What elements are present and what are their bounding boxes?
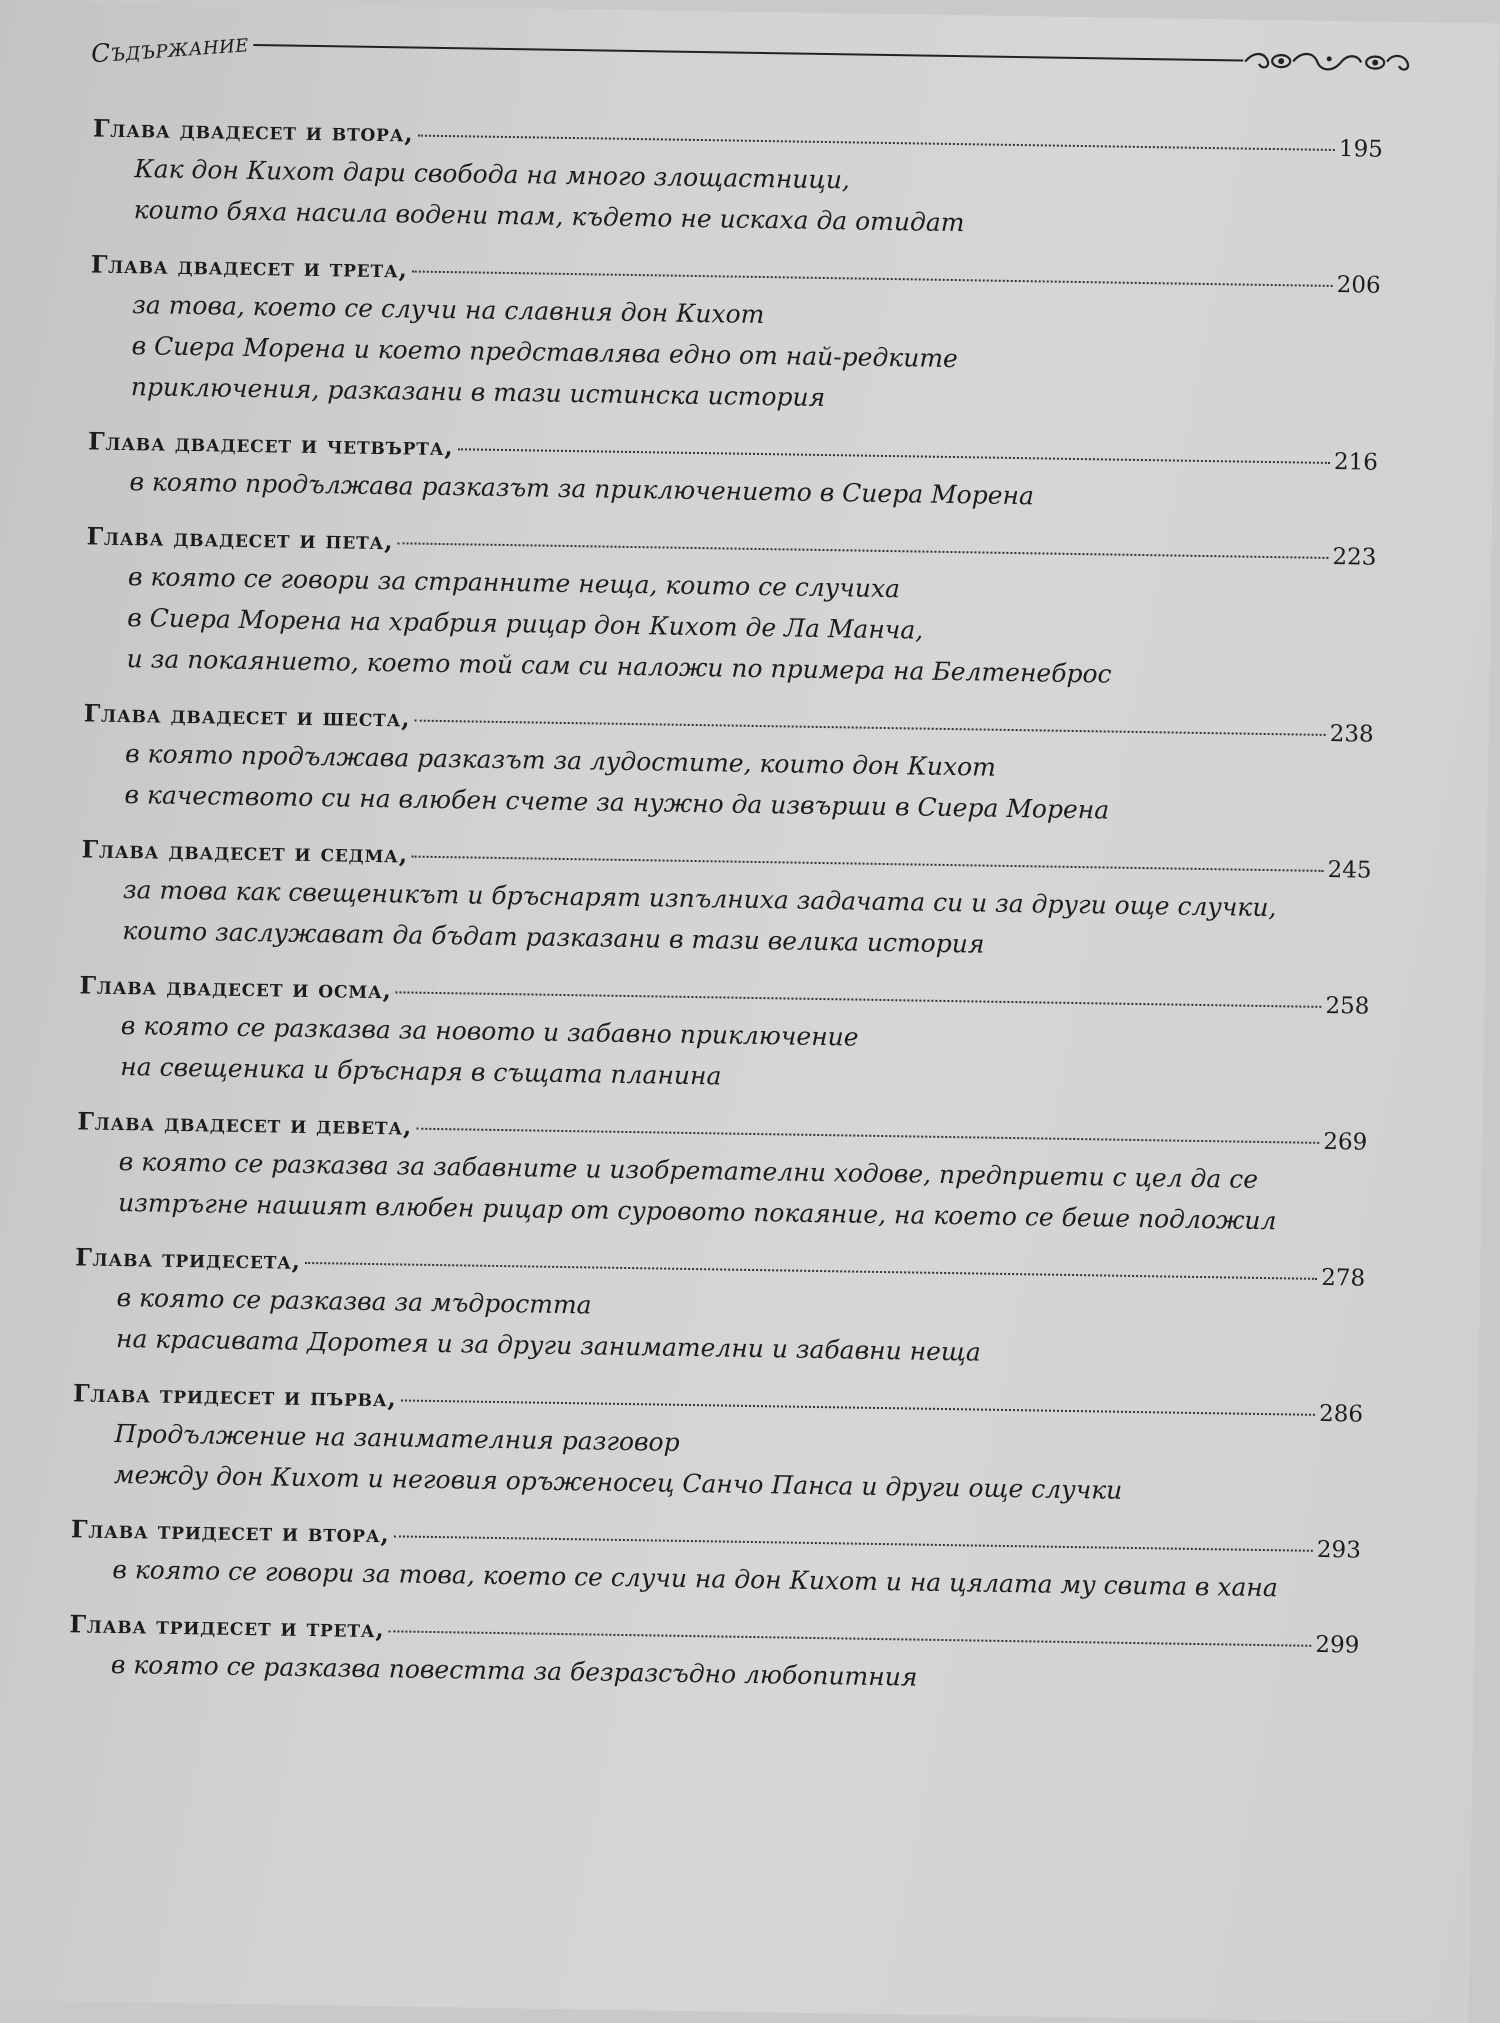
chapter-title: Глава двадесет и осма, [79, 970, 393, 1005]
chapter-title: Глава тридесет и първа, [72, 1378, 397, 1413]
description-line: в която се разказва за новото и забавно приключение [120, 1011, 859, 1052]
description-line: които бяха насила водени там, където не искаха да отидат [133, 195, 965, 238]
toc-entry[interactable] [69, 1609, 1360, 1704]
page-number: 278 [1320, 1264, 1366, 1292]
chapter-title: Глава двадесет и седма, [81, 834, 409, 869]
description-line: в която продължава разказът за лудостите, които дон Кихот [124, 739, 997, 782]
page-number: 206 [1336, 272, 1381, 299]
description-line: и за покаянието, което той сам си наложи по примера на Белтенеброс [126, 644, 1112, 689]
dot-leader [397, 542, 1328, 559]
toc-entry[interactable] [87, 426, 1378, 521]
toc-entry[interactable] [84, 521, 1376, 698]
toc-entry[interactable] [80, 834, 1372, 970]
dot-leader [458, 448, 1330, 464]
page-header [90, 28, 1342, 111]
table-of-contents [68, 113, 1383, 1724]
toc-entry[interactable] [82, 698, 1374, 834]
description-line: в която се разказва за забавните и изобретателни ходове, предприети с цел да се [118, 1147, 1259, 1194]
description-line: изтръгне нашият влюбен рицар от суровото покаяние, на което се беше подложил [117, 1188, 1277, 1236]
toc-entry[interactable] [76, 1106, 1368, 1242]
dot-leader [394, 1535, 1313, 1551]
header-title: Съдържание [90, 28, 250, 69]
description-line: в която продължава разказът за приключението в Сиера Морена [129, 467, 1035, 511]
dot-leader [412, 271, 1333, 287]
dot-leader [401, 1399, 1315, 1415]
chapter-title: Глава тридесета, [75, 1242, 302, 1275]
page-number: 269 [1323, 1128, 1368, 1156]
dot-leader [389, 1630, 1312, 1646]
description-line: в качеството си на влюбен счете за нужно да извърши в Сиера Морена [124, 780, 1110, 825]
dot-leader [305, 1262, 1317, 1280]
page-number: 286 [1318, 1400, 1364, 1428]
chapter-title: Глава тридесет и трета, [69, 1609, 385, 1644]
description-line: между дон Кихот и неговия оръженосец Санчо Панса и други още случки [113, 1459, 1123, 1505]
description-line: в която се говори за странните неща, които се случиха [127, 562, 901, 604]
description-line: за това, което се случи на славния дон Кихот [132, 290, 765, 330]
toc-entry[interactable] [91, 113, 1383, 249]
chapter-title: Глава двадесет и четвърта, [87, 426, 454, 462]
chapter-title: Глава двадесет и шеста, [83, 698, 411, 733]
page-number: 195 [1338, 136, 1384, 163]
header-rule [253, 44, 1243, 62]
scroll-ornament-icon [1241, 48, 1421, 77]
chapter-description [84, 555, 1376, 698]
page-number: 299 [1315, 1631, 1360, 1659]
dot-leader [414, 720, 1325, 736]
toc-entry[interactable] [89, 249, 1381, 426]
chapter-title: Глава двадесет и пета, [86, 521, 394, 556]
description-line: които заслужават да бъдат разказани в тази велика история [122, 916, 985, 959]
description-line: за това как свещеникът и бръснарят изпълниха задачата си и за други още случки, [122, 875, 1277, 923]
description-line: на красивата Доротея и за други занимателни и забавни неща [115, 1323, 982, 1367]
page-number: 216 [1333, 449, 1379, 476]
page-number: 223 [1332, 544, 1377, 571]
page-number: 245 [1327, 856, 1372, 884]
toc-entry[interactable] [72, 1378, 1364, 1514]
dot-leader [416, 1128, 1319, 1144]
description-line: Как дон Кихот дари свобода на много злощастници, [134, 154, 851, 195]
description-line: Продължение на занимателния разговор [114, 1418, 680, 1457]
page-number: 258 [1325, 992, 1370, 1020]
description-line: в Сиера Морена и което представлява едно от най-редките [131, 331, 959, 374]
description-line: в която се разказва за мъдростта [116, 1282, 592, 1320]
dot-leader [412, 856, 1324, 872]
chapter-title: Глава двадесет и трета, [90, 249, 409, 284]
page-number: 238 [1329, 720, 1374, 748]
description-line: на свещеника и бръснаря в същата планина [120, 1052, 722, 1091]
toc-entry[interactable] [78, 970, 1370, 1106]
dot-leader [396, 991, 1322, 1008]
description-line: в Сиера Морена на храбрия рицар дон Кихот де Ла Манча, [127, 603, 924, 645]
chapter-title: Глава двадесет и втора, [92, 113, 414, 148]
description-line: в която се разказва повестта за безразсъдно любопитния [110, 1649, 918, 1692]
toc-entry[interactable] [70, 1514, 1361, 1609]
chapter-title: Глава тридесет и втора, [70, 1514, 390, 1549]
description-line: в която се говори за това, което се случи на дон Кихот и на цялата му свита в хана [112, 1554, 1278, 1603]
chapter-title: Глава двадесет и девета, [77, 1106, 413, 1141]
dot-leader [417, 135, 1334, 151]
chapter-description [89, 283, 1381, 426]
description-line: приключения, разказани в тази истинска история [130, 372, 826, 413]
page-number: 293 [1316, 1536, 1362, 1564]
toc-entry[interactable] [74, 1242, 1366, 1378]
